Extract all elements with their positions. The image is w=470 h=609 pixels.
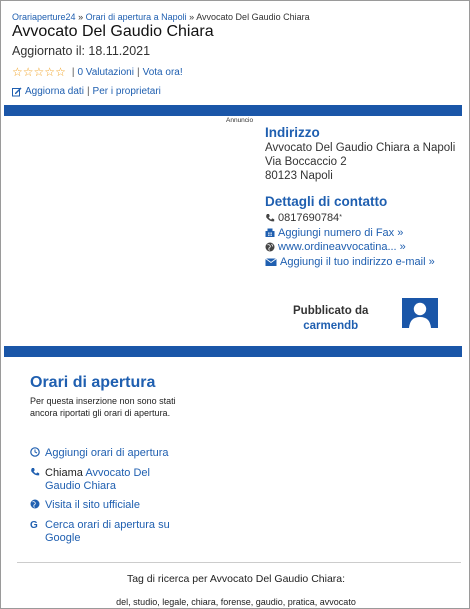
breadcrumb-city-link[interactable]: Orari di apertura a Napoli (85, 12, 187, 22)
middle-blue-bar (4, 346, 462, 357)
user-silhouette-icon (402, 298, 438, 328)
address-line: Via Boccaccio 2 (265, 156, 347, 168)
divider: | (136, 66, 140, 78)
rating-row (12, 66, 183, 78)
add-hours-link[interactable]: Aggiungi orari di apertura (45, 447, 169, 459)
phone-footnote-mark: * (339, 214, 342, 221)
breadcrumb-current: Avvocato Del Gaudio Chiara (196, 12, 310, 22)
published-user-link[interactable]: carmendb (303, 320, 359, 332)
fax-icon (265, 228, 275, 238)
phone-number[interactable]: 0817690784 (278, 212, 340, 224)
contact-heading: Dettagli di contatto (265, 194, 388, 209)
top-blue-bar (4, 105, 462, 116)
google-icon: G (30, 520, 38, 531)
fax-row (265, 226, 435, 241)
reviews-link[interactable]: 0 Valutazioni (77, 66, 134, 78)
phone-row (265, 211, 435, 226)
globe-icon (30, 499, 42, 513)
divider: | (71, 66, 75, 78)
add-fax-link[interactable]: Aggiungi numero di Fax » (278, 226, 404, 239)
edit-icon (12, 87, 22, 97)
google-search-item (30, 519, 195, 545)
edit-row (12, 86, 161, 97)
page-title: Avvocato Del Gaudio Chiara (12, 23, 214, 40)
call-item (30, 467, 195, 493)
clock-icon (30, 447, 42, 461)
hours-note: Per questa inserzione non sono stati ancora riportati gli orari di apertura. (30, 396, 176, 418)
breadcrumb-home-link[interactable]: Orariaperture24 (12, 12, 76, 22)
address-block (265, 141, 455, 183)
website-link[interactable]: www.ordineavvocatina... » (278, 241, 406, 253)
star-outline-icon[interactable]: ☆ (55, 65, 66, 79)
star-outline-icon[interactable]: ☆ (12, 65, 23, 79)
visit-site-item (30, 499, 195, 513)
globe-icon (265, 242, 275, 252)
email-row (265, 255, 435, 270)
divider: | (86, 86, 90, 97)
divider-line (17, 562, 461, 563)
star-outline-icon[interactable]: ☆ (33, 65, 45, 79)
breadcrumb-separator: » (189, 12, 195, 22)
published-by (293, 304, 368, 334)
address-line: 80123 Napoli (265, 170, 333, 182)
call-prefix: Chiama (45, 467, 86, 479)
envelope-icon (265, 257, 277, 267)
phone-icon (30, 467, 42, 493)
call-link[interactable]: Avvocato Del Gaudio Chiara (45, 467, 150, 492)
hours-actions (30, 447, 195, 551)
tags-list: del, studio, legale, chiara, forense, gaudio, pratica, avvocato (116, 597, 356, 607)
vote-link[interactable]: Vota ora! (142, 66, 183, 78)
updated-date: Aggiornato il: 18.11.2021 (12, 44, 151, 58)
breadcrumb-separator: » (78, 12, 84, 22)
update-data-link[interactable]: Aggiorna dati (25, 86, 84, 97)
owners-link[interactable]: Per i proprietari (92, 86, 161, 97)
published-label: Pubblicato da (293, 305, 369, 317)
phone-icon (265, 213, 275, 223)
contact-list (265, 211, 435, 269)
address-heading: Indirizzo (265, 125, 320, 140)
star-outline-icon[interactable]: ☆ (22, 65, 34, 79)
address-line: Avvocato Del Gaudio Chiara a Napoli (265, 142, 456, 154)
visit-site-link[interactable]: Visita il sito ufficiale (45, 499, 140, 511)
rating-stars[interactable] (12, 66, 66, 78)
add-hours-item (30, 447, 195, 461)
hours-heading: Orari di apertura (30, 374, 156, 391)
ad-label: Annuncio (226, 117, 254, 124)
tags-heading: Tag di ricerca per Avvocato Del Gaudio Chiara: (126, 573, 346, 585)
website-row (265, 240, 435, 255)
google-search-link[interactable]: Cerca orari di apertura su Google (45, 519, 170, 544)
add-email-link[interactable]: Aggiungi il tuo indirizzo e-mail » (280, 255, 435, 268)
contact-section (265, 194, 435, 269)
star-outline-icon[interactable]: ☆ (44, 65, 56, 79)
breadcrumb (12, 12, 310, 22)
call-text (45, 467, 165, 493)
address-section (265, 125, 455, 183)
avatar[interactable] (402, 298, 438, 328)
